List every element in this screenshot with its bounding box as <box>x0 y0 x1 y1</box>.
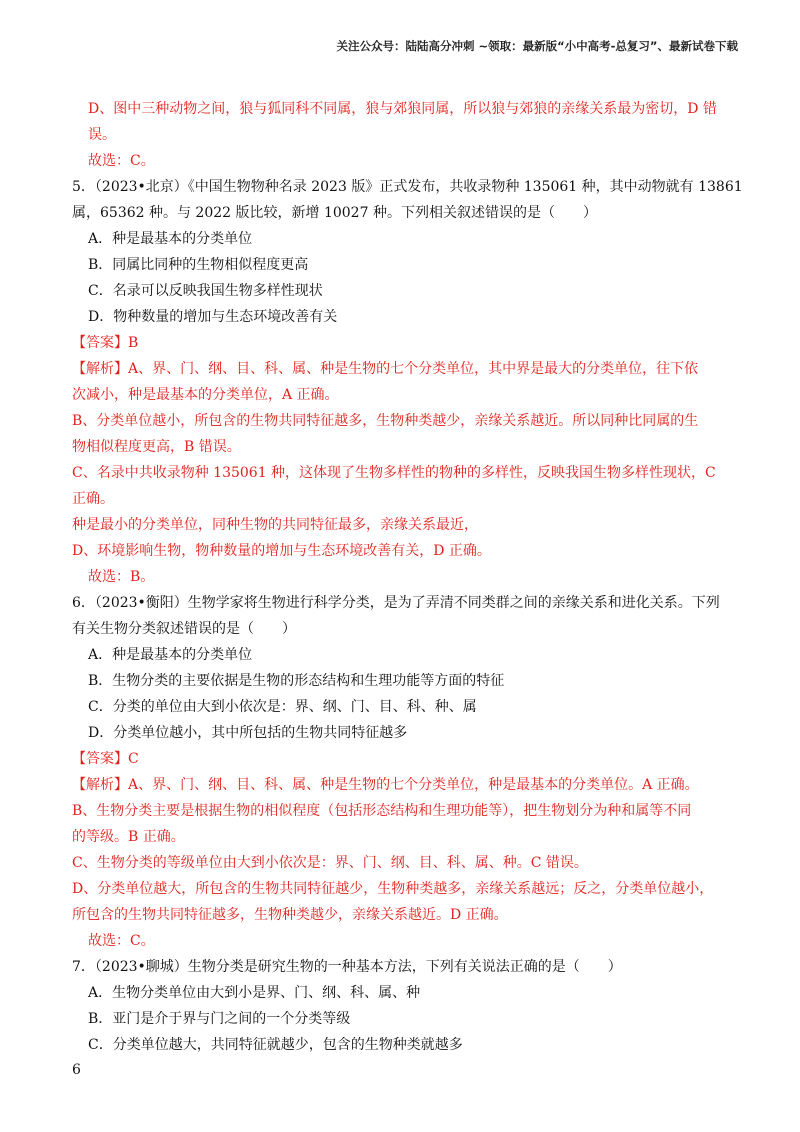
analysis-line: 所包含的生物共同特征越多，生物种类越少，亲缘关系越近。D 正确。 <box>72 907 508 923</box>
question-stem-cont: 属，65362 种。与 2022 版比较，新增 10027 种。下列相关叙述错误的是（ ） <box>72 205 597 221</box>
option-d: D．分类单位越小，其中所包括的生物共同特征越多 <box>88 725 408 741</box>
answer: 【答案】B <box>72 335 139 351</box>
option-a: A．生物分类单位由大到小是界、门、纲、科、属、种 <box>88 985 421 1001</box>
analysis-line: B、分类单位越小，所包含的生物共同特征越多，生物种类越少，亲缘关系越近。所以同种比同属的生 <box>72 413 699 429</box>
option-c: C．分类的单位由大到小依次是：界、纲、门、目、科、种、属 <box>88 699 477 715</box>
question-7 <box>72 954 744 1058</box>
analysis-line: 【解析】A、界、门、纲、目、科、属、种是生物的七个分类单位，种是最基本的分类单位。A 正确。 <box>72 777 699 793</box>
page-content <box>72 96 744 1058</box>
question-stem: 7．（2023•聊城）生物分类是研究生物的一种基本方法，下列有关说法正确的是（ ） <box>72 959 622 975</box>
choice: 故选：B。 <box>88 569 155 585</box>
prev-choice: 故选：C。 <box>88 153 155 169</box>
question-stem: 6．（2023•衡阳）生物学家将生物进行科学分类，是为了弄清不同类群之间的亲缘关系和进化关系。下列 <box>72 595 720 611</box>
option-d: D．物种数量的增加与生态环境改善有关 <box>88 309 338 325</box>
question-stem-cont: 有关生物分类叙述错误的是（ ） <box>72 621 296 637</box>
question-5 <box>72 174 744 590</box>
page-header: 关注公众号：陆陆高分冲刺 ~领取：最新版“小中高考-总复习”、最新试卷下载 <box>336 39 738 53</box>
question-6 <box>72 590 744 954</box>
analysis-line: B、生物分类主要是根据生物的相似程度（包括形态结构和生理功能等），把生物划分为种和属等不同 <box>72 803 692 819</box>
analysis-line: 【解析】A、界、门、纲、目、科、属、种是生物的七个分类单位，其中界是最大的分类单位，往下依 <box>72 361 699 377</box>
analysis-line: 的等级。B 正确。 <box>72 829 185 845</box>
analysis-line: 正确。 <box>72 491 114 507</box>
analysis-line: 物相似程度更高，B 错误。 <box>72 439 241 455</box>
analysis-line: D、环境影响生物，物种数量的增加与生态环境改善有关，D 正确。 <box>72 543 491 559</box>
option-b: B．生物分类的主要依据是生物的形态结构和生理功能等方面的特征 <box>88 673 505 689</box>
choice: 故选：C。 <box>88 933 155 949</box>
option-a: A．种是最基本的分类单位 <box>88 647 253 663</box>
analysis-line: 种是最小的分类单位，同种生物的共同特征最多，亲缘关系最近， <box>72 517 478 533</box>
analysis-line: 次减小，种是最基本的分类单位，A 正确。 <box>72 387 339 403</box>
option-b: B．亚门是介于界与门之间的一个分类等级 <box>88 1011 351 1027</box>
option-c: C．名录可以反映我国生物多样性现状 <box>88 283 323 299</box>
option-b: B．同属比同种的生物相似程度更高 <box>88 257 309 273</box>
answer: 【答案】C <box>72 751 139 767</box>
option-c: C．分类单位越大，共同特征就越少，包含的生物种类就越多 <box>88 1037 463 1053</box>
prev-option-d-analysis: D、图中三种动物之间，狼与狐同科不同属，狼与郊狼同属，所以狼与郊狼的亲缘关系最为密切，D 错 <box>88 101 717 117</box>
prev-option-d-analysis-cont: 误。 <box>88 127 116 143</box>
analysis-line: C、生物分类的等级单位由大到小依次是：界、门、纲、目、科、属、种。C 错误。 <box>72 855 588 871</box>
analysis-line: D、分类单位越大，所包含的生物共同特征越少，生物种类越多，亲缘关系越远；反之，分类单位越小， <box>72 881 714 897</box>
analysis-line: C、名录中共收录物种 135061 种，这体现了生物多样性的物种的多样性，反映我国生物多样性现状，C <box>72 465 716 481</box>
option-a: A．种是最基本的分类单位 <box>88 231 253 247</box>
question-stem: 5．（2023•北京）《中国生物物种名录 2023 版》正式发布，共收录物种 135061 种，其中动物就有 13861 <box>72 179 743 195</box>
page-number: 6 <box>72 1062 81 1078</box>
